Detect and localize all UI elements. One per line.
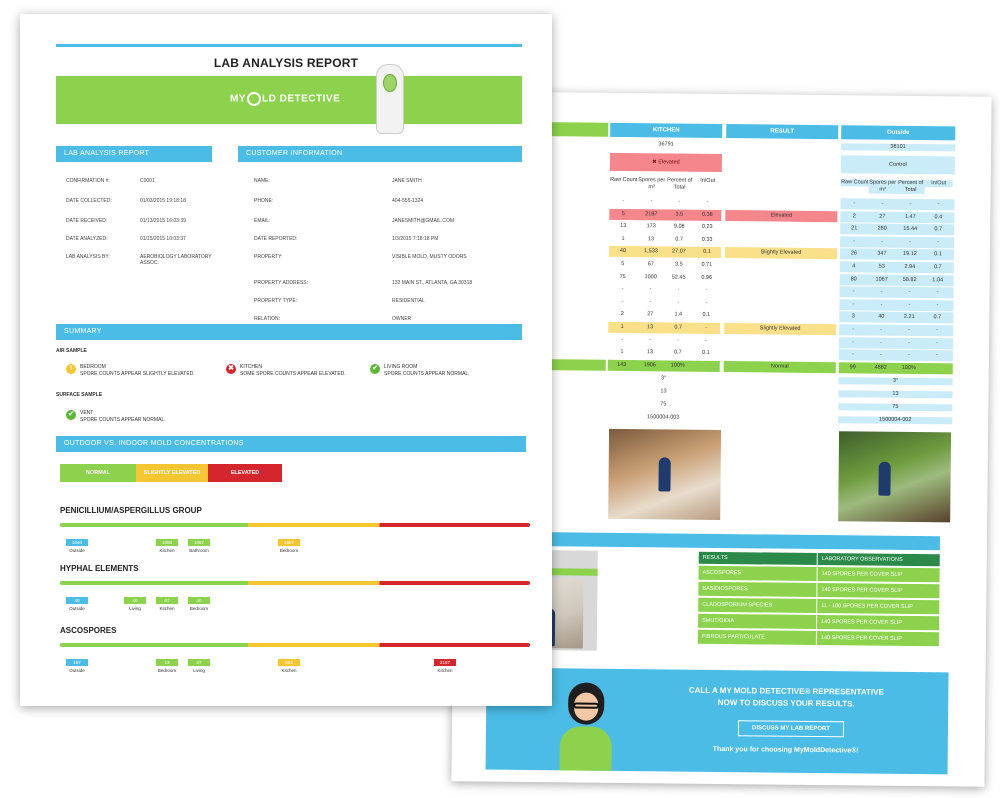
result-cell: Slightly Elevated	[760, 249, 802, 257]
kitchen-cell: 1906	[643, 361, 656, 369]
outside-cell: 58.82	[902, 276, 917, 283]
concentrations-header: OUTDOOR VS. INDOOR MOLD CONCENTRATIONS	[56, 436, 526, 452]
customer-field-value: 132 MAIN ST., ATLANTA, GA 30318	[392, 280, 473, 286]
outside-cell: -	[936, 289, 939, 296]
summary-room: KITCHEN	[240, 364, 262, 370]
kitchen-cell: -	[677, 337, 679, 344]
kitchen-cell: 0.38	[701, 211, 713, 218]
kitchen-cell: 27.07	[672, 248, 686, 256]
kitchen-cell: 13	[647, 236, 655, 243]
outside-cell: -	[937, 239, 940, 246]
kitchen-cell: 1	[620, 349, 624, 356]
customer-field-value: RESIDENTIAL	[392, 298, 425, 304]
outside-cell: -	[908, 289, 911, 296]
kitchen-elevated-badge: ✖ Elevated	[610, 153, 722, 172]
outside-cell: -	[853, 238, 856, 245]
outside-cell: -	[909, 200, 912, 207]
outside-cell: 40	[878, 314, 885, 321]
concentration-scale-bar	[60, 643, 530, 647]
logo-suffix: DETECTIVE	[279, 93, 341, 105]
outside-cell: -	[852, 288, 855, 295]
lab-field-label: LAB ANALYSIS BY:	[66, 254, 110, 260]
lab-field-value: 01/03/2015 19:18:18	[140, 198, 186, 204]
outside-cell: -	[852, 338, 854, 345]
outside-detail: 75	[838, 403, 952, 411]
outside-cell: 15.44	[903, 226, 918, 233]
summary-room: BEDROOM	[80, 364, 106, 370]
logo-middle: LD	[262, 93, 277, 105]
column-head: Percent of Total	[667, 177, 693, 191]
surface-observation: 140 SPORES PER COVER SLIP	[817, 583, 939, 598]
kitchen-cell: -	[649, 286, 652, 293]
legend-elevated: ELEVATED	[208, 464, 282, 482]
kitchen-cell: 143	[617, 361, 627, 368]
result-cell: Elevated	[770, 212, 793, 219]
outside-cell: 4	[852, 263, 856, 270]
kitchen-cell: 0.71	[701, 261, 713, 268]
kitchen-detail: 13	[660, 388, 667, 395]
discuss-lab-report-button[interactable]: DISCUSS MY LAB REPORT	[738, 720, 844, 737]
customer-field-label: NAME:	[254, 178, 270, 184]
outside-cell: 2	[852, 212, 856, 219]
outside-cell: 4882	[874, 364, 887, 371]
lab-field-label: DATE RECEIVED:	[66, 218, 108, 224]
concentration-scale-bar	[60, 581, 530, 585]
outside-cell: -	[881, 200, 884, 207]
kitchen-cell: 0.1	[703, 249, 711, 256]
lab-field-label: DATE ANALYZED:	[66, 236, 108, 242]
surface-table-head: LABORATORY OBSERVATIONS	[818, 553, 940, 566]
surface-observation: 140 SPORES PER COVER SLIP	[817, 631, 939, 646]
kitchen-cell: 13	[647, 324, 654, 331]
customer-field-label: EMAIL:	[254, 218, 271, 224]
outside-cell: -	[936, 339, 938, 346]
kitchen-header: KITCHEN	[610, 123, 722, 138]
outside-cell: -	[936, 302, 939, 309]
customer-field-value: 404-555-1324	[392, 198, 424, 204]
outside-cell: 0.4	[934, 213, 943, 220]
outside-cell: -	[935, 352, 938, 359]
lab-field-value: C0001	[140, 178, 155, 184]
concentration-chip: 533	[278, 659, 300, 666]
concentration-chip: 187	[66, 659, 88, 666]
summary-text: SOME SPORE COUNTS APPEAR ELEVATED.	[240, 371, 346, 377]
outside-cell: 99	[849, 364, 856, 371]
summary-room: LIVING ROOM	[384, 364, 418, 370]
outside-cell: 2.21	[903, 314, 915, 321]
surface-sample-label: SURFACE SAMPLE	[56, 392, 103, 398]
lab-report-page	[20, 14, 552, 706]
kitchen-cell: -	[677, 299, 680, 306]
outside-detail: 1500004-002	[838, 416, 952, 424]
chip-location: Kitchen	[159, 606, 175, 611]
kitchen-cell: -	[622, 197, 625, 204]
concentration-chip: 40	[66, 597, 88, 604]
summary-text: SPORE COUNTS APPEAR NORMAL.	[80, 417, 166, 423]
kitchen-cell: 13	[620, 223, 627, 230]
outside-cell: -	[852, 326, 855, 333]
status-icon: ✔	[370, 364, 380, 374]
concentration-chip: 27	[188, 659, 210, 666]
customer-field-label: PHONE:	[254, 198, 274, 204]
person-figure	[878, 462, 890, 496]
customer-field-label: RELATION:	[254, 316, 281, 322]
status-icon: ✖	[226, 364, 236, 374]
customer-field-value: 1/3/2015 7:18:18 PM	[392, 236, 439, 242]
status-icon: ✔	[66, 410, 76, 420]
outside-cell: 2.94	[904, 263, 916, 271]
kitchen-cell: 1	[621, 235, 625, 242]
lab-field-label: CONFIRMATION #:	[66, 178, 110, 184]
kitchen-cell: -	[705, 324, 708, 331]
outside-cell: 0.7	[933, 314, 942, 321]
concentration-chip: 1040	[66, 539, 88, 546]
customer-field-value: JANE SMITH	[392, 178, 422, 184]
device-lens	[383, 74, 397, 92]
chip-location: Kitchen	[159, 548, 175, 553]
chip-location: Outside	[69, 548, 85, 553]
outside-cell: 1.04	[932, 276, 944, 283]
kitchen-cell: 27	[647, 311, 654, 318]
result-cell: Slightly Elevated	[759, 325, 801, 332]
outside-cell: -	[880, 288, 883, 295]
column-head: Percent of Total	[898, 179, 924, 194]
customer-info-header: CUSTOMER INFORMATION	[238, 146, 522, 162]
report-title: LAB ANALYSIS REPORT	[213, 56, 359, 70]
kitchen-cell: -	[705, 299, 708, 306]
kitchen-cell: -	[650, 198, 653, 205]
cta-thanks: Thank you for choosing MyMoldDetective®!	[712, 745, 859, 755]
outside-cell: 19.12	[903, 251, 917, 258]
outside-cell: -	[881, 238, 884, 245]
column-head: Spores per m³	[638, 177, 666, 191]
kitchen-cell: 9.08	[673, 223, 685, 230]
kitchen-cell: 1.4	[674, 311, 683, 318]
magnifier-icon	[247, 92, 261, 106]
outside-cell: 53	[878, 263, 885, 270]
kitchen-cell: -	[621, 336, 623, 343]
outside-cell: -	[880, 326, 883, 333]
summary-room: VENT	[80, 410, 94, 416]
customer-field-label: PROPERTY ADDRESS:	[254, 280, 308, 286]
outside-cell: -	[907, 352, 910, 359]
outside-detail: 13	[838, 390, 952, 398]
surface-observation: 140 SPORES PER COVER SLIP	[817, 615, 939, 630]
customer-field-label: PROPERTY:	[254, 254, 283, 260]
kitchen-cell: 0.23	[701, 223, 713, 231]
surface-result: FIBROUS PARTICULATE	[698, 630, 816, 645]
kitchen-cell: 5	[621, 260, 625, 267]
legend-slightly-elevated: SLIGHTLY ELEVATED	[136, 464, 208, 482]
kitchen-cell: 3.5	[675, 211, 684, 218]
customer-field-label: PROPERTY TYPE:	[254, 298, 298, 304]
outside-sample-number: 38101	[841, 143, 955, 151]
kitchen-cell: 0.7	[674, 324, 683, 331]
rep-glasses	[573, 702, 599, 708]
kitchen-cell: 13	[646, 349, 653, 356]
result-header: RESULT	[726, 124, 838, 139]
chip-location: Kitchen	[437, 668, 453, 673]
air-sample-label: AIR SAMPLE	[56, 348, 87, 354]
outside-cell: 21	[851, 225, 858, 232]
kitchen-cell: 2	[620, 311, 624, 318]
outside-cell: -	[851, 351, 854, 358]
kitchen-cell: 1000	[644, 273, 657, 280]
lab-field-value: 01/13/2015 16:03:39	[140, 218, 186, 224]
column-head: Spores per m³	[869, 179, 897, 193]
outside-cell: -	[853, 200, 856, 207]
surface-table-head: RESULTS	[699, 552, 817, 565]
group-title: HYPHAL ELEMENTS	[60, 564, 139, 573]
summary-header: SUMMARY	[56, 324, 522, 340]
brand-logo	[230, 92, 340, 106]
mold-sampler-device	[372, 58, 408, 140]
kitchen-cell: 67	[647, 261, 654, 268]
surface-result: BASIDIOSPORES	[698, 582, 816, 597]
outside-cell: 0.7	[934, 226, 943, 233]
surface-result: CLADOSPORIUM SPECIES	[698, 598, 816, 613]
summary-text: SPORE COUNTS APPEAR NORMAL.	[384, 371, 470, 377]
concentration-chip: 67	[156, 597, 178, 604]
kitchen-cell: -	[621, 286, 624, 293]
kitchen-cell: 1	[620, 323, 624, 330]
chip-location: Bathroom	[189, 548, 209, 553]
outside-detail: 3°	[839, 377, 953, 385]
logo-prefix: MY	[230, 93, 246, 105]
kitchen-cell: -	[649, 299, 652, 306]
concentration-chip: 40	[124, 597, 146, 604]
concentration-chip: 1000	[156, 539, 178, 546]
kitchen-cell: 0.1	[702, 349, 710, 357]
outside-cell: 347	[877, 251, 887, 258]
outside-cell: -	[937, 201, 940, 208]
concentration-chip: 1667	[278, 539, 300, 546]
result-cell: Normal	[770, 363, 789, 370]
kitchen-cell: 0.96	[701, 274, 713, 281]
outside-cell: -	[908, 301, 911, 308]
representative-illustration	[556, 682, 617, 771]
outside-cell: 80	[850, 275, 857, 283]
lab-field-label: DATE COLLECTED:	[66, 198, 112, 204]
kitchen-cell: 40	[619, 248, 627, 255]
outside-cell: 280	[877, 225, 887, 232]
kitchen-cell: -	[706, 198, 709, 205]
customer-field-value: VISIBLE MOLD, MUSTY ODORS	[392, 254, 467, 260]
outside-cell: 1067	[875, 276, 888, 283]
kitchen-cell: 173	[646, 223, 656, 230]
kitchen-cell: 3.5	[674, 261, 683, 268]
kitchen-cell: -	[678, 198, 681, 205]
column-head: In/Out	[925, 180, 953, 187]
column-head: In/Out	[700, 177, 716, 184]
customer-field-label: DATE REPORTED:	[254, 236, 298, 242]
outside-cell: 1.47	[904, 213, 916, 220]
outside-cell: -	[880, 301, 883, 308]
kitchen-cell: 0.7	[674, 349, 682, 356]
outside-cell: -	[909, 238, 912, 245]
chip-location: Living	[129, 606, 141, 611]
surface-observation: 140 SPORES PER COVER SLIP	[818, 567, 940, 582]
lab-analysis-header: LAB ANALYSIS REPORT	[56, 146, 212, 162]
group-title: PENICILLIUM/ASPERGILLUS GROUP	[60, 506, 202, 515]
surface-observation: 11 - 100 SPORES PER COVER SLIP	[817, 599, 939, 614]
outside-photo	[838, 431, 951, 522]
kitchen-detail: 75	[660, 401, 667, 408]
outside-cell: -	[852, 301, 855, 308]
concentration-chip: 13	[156, 659, 178, 666]
kitchen-cell: 1,533	[644, 248, 658, 255]
kitchen-cell: 75	[619, 273, 626, 280]
outside-cell: -	[936, 327, 939, 334]
kitchen-cell: -	[677, 286, 680, 293]
chip-location: Bedroom	[189, 606, 209, 611]
kitchen-cell: -	[705, 337, 707, 344]
outside-header: Outside	[841, 125, 955, 140]
chip-location: Living	[193, 668, 205, 673]
surface-result: SMUT/OIDIA	[698, 614, 816, 629]
kitchen-detail: 3°	[660, 375, 667, 382]
chip-location: Outside	[69, 606, 85, 611]
kitchen-sample-number: 36791	[658, 141, 674, 148]
kitchen-cell: 52.45	[671, 274, 686, 281]
concentration-chip: 40	[188, 597, 210, 604]
customer-field-value: OWNER	[392, 316, 412, 322]
outside-control-label: Control	[841, 155, 955, 174]
surface-result: ASCOSPORES	[699, 566, 817, 581]
kitchen-cell: -	[649, 336, 651, 343]
outside-cell: -	[880, 339, 882, 346]
kitchen-cell: -	[705, 287, 708, 294]
concentration-scale-bar	[60, 523, 530, 527]
customer-field-value: JANESMITH@GMAIL.COM	[392, 218, 455, 224]
kitchen-cell: -	[621, 298, 624, 305]
column-head: Raw Count	[841, 179, 869, 186]
lab-field-value: AEROBIOLOGY LABORATORY ASSOC.	[140, 254, 212, 266]
lab-field-value: 01/15/2015 10:03:37	[140, 236, 186, 242]
kitchen-cell: 0.33	[701, 236, 713, 243]
kitchen-cell: 5	[621, 210, 625, 217]
cta-line-2: NOW TO DISCUSS YOUR RESULTS.	[717, 697, 855, 709]
outside-cell: -	[908, 326, 911, 333]
outside-cell: 26	[850, 250, 858, 257]
top-rule	[56, 44, 522, 47]
column-head: Raw Count	[610, 176, 638, 184]
chip-location: Bedroom	[157, 668, 177, 673]
outside-cell: 3	[851, 313, 855, 320]
summary-text: SPORE COUNTS APPEAR SLIGHTLY ELEVATED.	[80, 371, 195, 377]
outside-cell: 100%	[901, 364, 916, 371]
outside-cell: 0.7	[933, 264, 942, 271]
cta-line-1: CALL A MY MOLD DETECTIVE® REPRESENTATIVE	[688, 685, 884, 697]
concentration-chip: 2187	[434, 659, 456, 666]
outside-cell: 0.1	[934, 251, 942, 258]
outside-cell: -	[879, 351, 882, 358]
kitchen-cell: 0.1	[702, 312, 711, 319]
group-title: ASCOSPORES	[60, 626, 117, 635]
kitchen-cell: 2187	[645, 210, 658, 217]
legend-normal: NORMAL	[60, 464, 136, 482]
outside-cell: -	[908, 339, 910, 346]
concentration-chip: 1067	[188, 539, 210, 546]
person-figure	[658, 457, 670, 491]
outside-cell: 27	[879, 213, 886, 220]
kitchen-cell: 0.7	[675, 236, 683, 243]
kitchen-photo	[608, 429, 721, 520]
chip-location: Bedroom	[279, 548, 299, 553]
chip-location: Outside	[69, 668, 85, 673]
kitchen-cell: 100%	[670, 362, 685, 369]
chip-location: Kitchen	[281, 668, 297, 673]
rep-body	[560, 726, 612, 771]
call-to-action-panel	[486, 668, 949, 775]
kitchen-detail: 1500004-003	[646, 414, 680, 421]
status-icon: !	[66, 364, 76, 374]
